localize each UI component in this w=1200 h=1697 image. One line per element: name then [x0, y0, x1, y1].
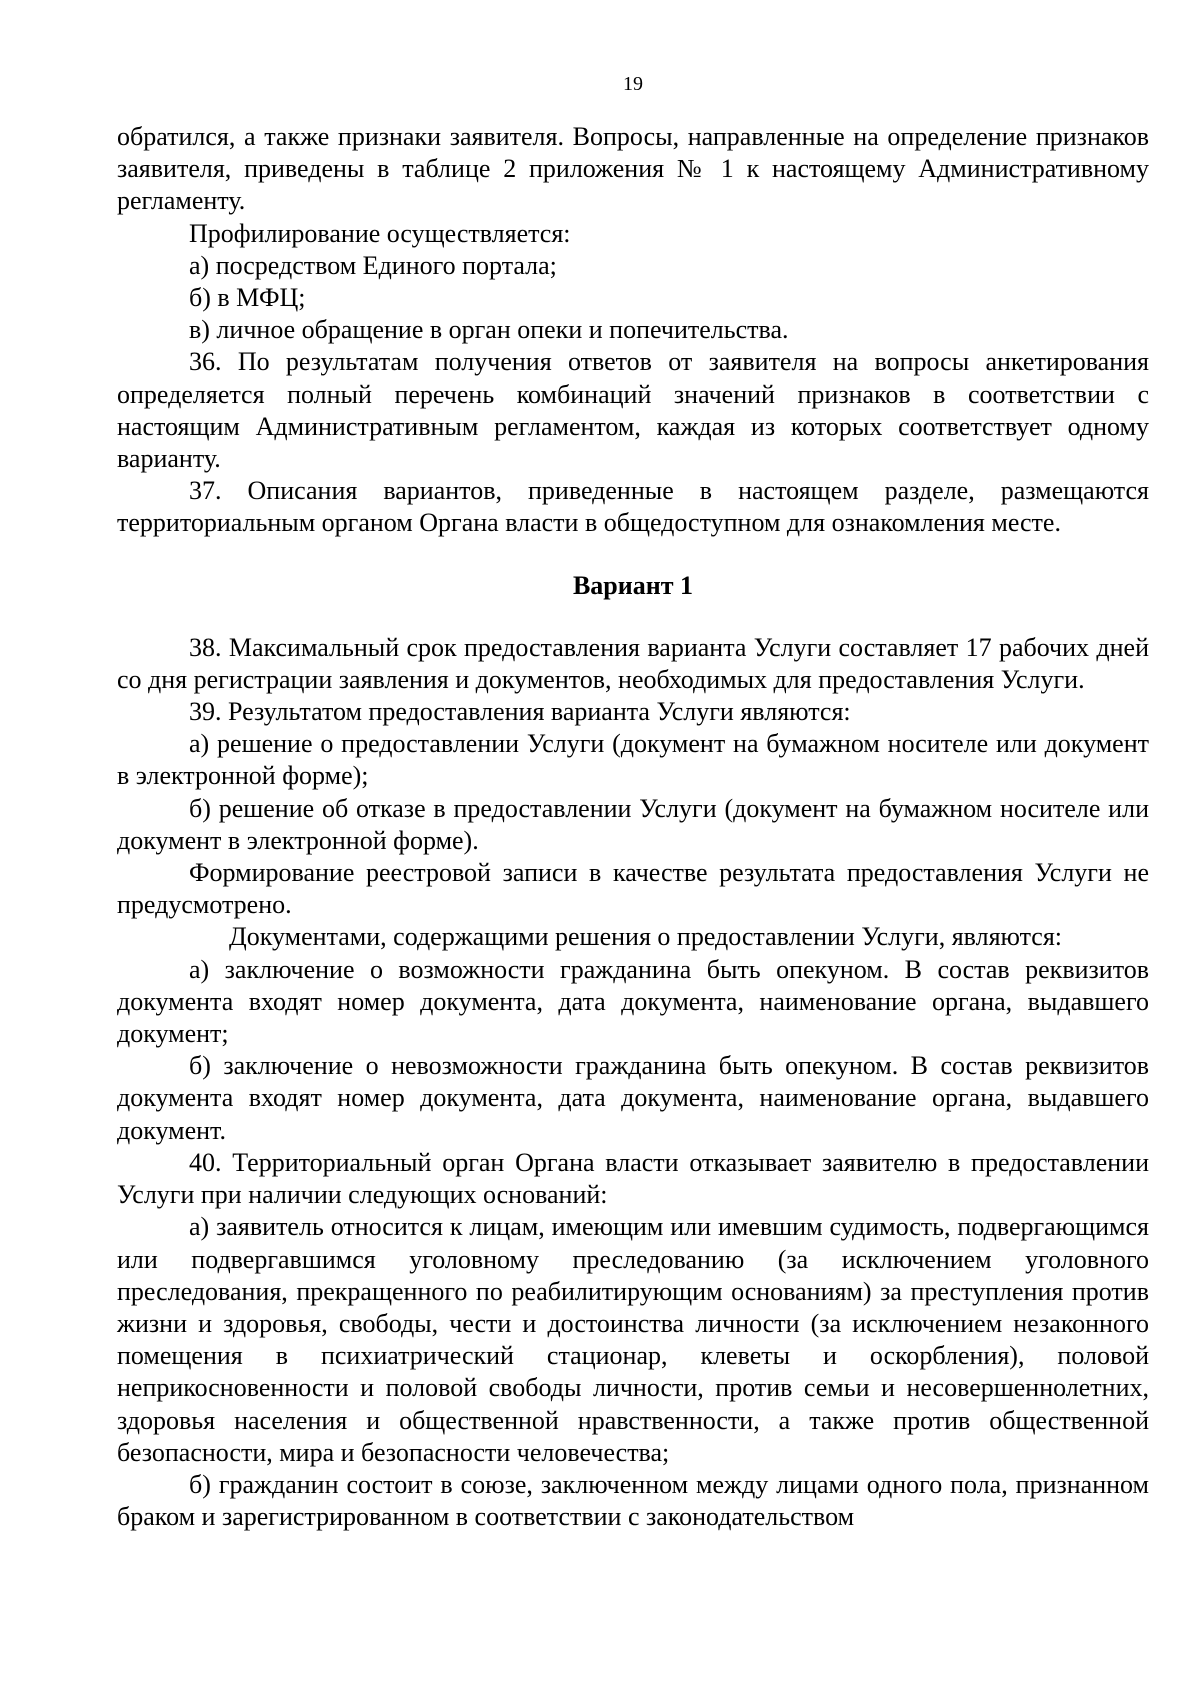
paragraph: обратился, а также признаки заявителя. Вопросы, направленные на определение признаков заявителя, приведены в таблице 2 приложения № 1 к настоящему Административному регламенту. — [117, 122, 1149, 216]
paragraph: б) решение об отказе в предоставлении Услуги (документ на бумажном носителе или документ в электронной форме). — [117, 793, 1149, 855]
paragraph: 39. Результатом предоставления варианта Услуги являются: — [189, 697, 851, 727]
paragraphs-before-heading — [117, 121, 1149, 540]
paragraph: 40. Территориальный орган Органа власти отказывает заявителю в предоставлении Услуги при наличии следующих оснований: — [117, 1147, 1149, 1210]
section-heading: Вариант 1 — [572, 570, 694, 600]
paragraph: а) заявитель относится к лицам, имеющим или имевшим судимость, подвергающимся или подвергавшимся уголовному преследованию (за исключением уголовного преследования, прекращенного по реабилитирующим основаниям) за преступления против жизни и здоровья, свободы, чести и достоинства личности (за исключением незаконного помещения в психиатрический стационар, клеветы и оскорбления), половой неприкосновенности и половой свободы личности, против семьи и несовершеннолетних, здоровья населения и общественной нравственности, а также против общественной безопасности, мира и безопасности человечества; — [117, 1212, 1149, 1467]
paragraph: б) заключение о невозможности гражданина быть опекуном. В состав реквизитов документа входят номер документа, дата документа, наименование органа, выдавшего документ. — [117, 1051, 1149, 1145]
paragraph: б) в МФЦ; — [189, 283, 306, 313]
paragraph: б) гражданин состоит в союзе, заключенном между лицами одного пола, признанном браком и зарегистрированном в соответствии с законодательством — [117, 1469, 1149, 1532]
paragraphs-after-heading — [117, 632, 1149, 1534]
paragraph: а) посредством Единого портала; — [189, 250, 557, 280]
paragraph: Документами, содержащими решения о предоставлении Услуги, являются: — [229, 922, 1063, 952]
paragraph: а) заключение о возможности гражданина быть опекуном. В состав реквизитов документа входят номер документа, дата документа, наименование органа, выдавшего документ; — [117, 954, 1149, 1049]
paragraph: в) личное обращение в орган опеки и попечительства. — [189, 315, 789, 345]
paragraph: Формирование реестровой записи в качестве результата предоставления Услуги не предусмотрено. — [117, 858, 1149, 920]
document-body — [117, 121, 1149, 1533]
paragraph: Профилирование осуществляется: — [189, 218, 571, 248]
paragraph: 38. Максимальный срок предоставления варианта Услуги составляет 17 рабочих дней со дня регистрации заявления и документов, необходимых для предоставления Услуги. — [117, 632, 1149, 694]
paragraph: 36. По результатам получения ответов от заявителя на вопросы анкетирования определяется полный перечень комбинаций значений признаков в соответствии с настоящим Административным регламентом, каждая из которых соответствует одному варианту. — [117, 347, 1149, 474]
paragraph: а) решение о предоставлении Услуги (документ на бумажном носителе или документ в электронной форме); — [117, 729, 1149, 791]
page-number: 19 — [623, 73, 643, 95]
paragraph: 37. Описания вариантов, приведенные в настоящем разделе, размещаются территориальным органом Органа власти в общедоступном для ознакомления месте. — [117, 476, 1149, 538]
